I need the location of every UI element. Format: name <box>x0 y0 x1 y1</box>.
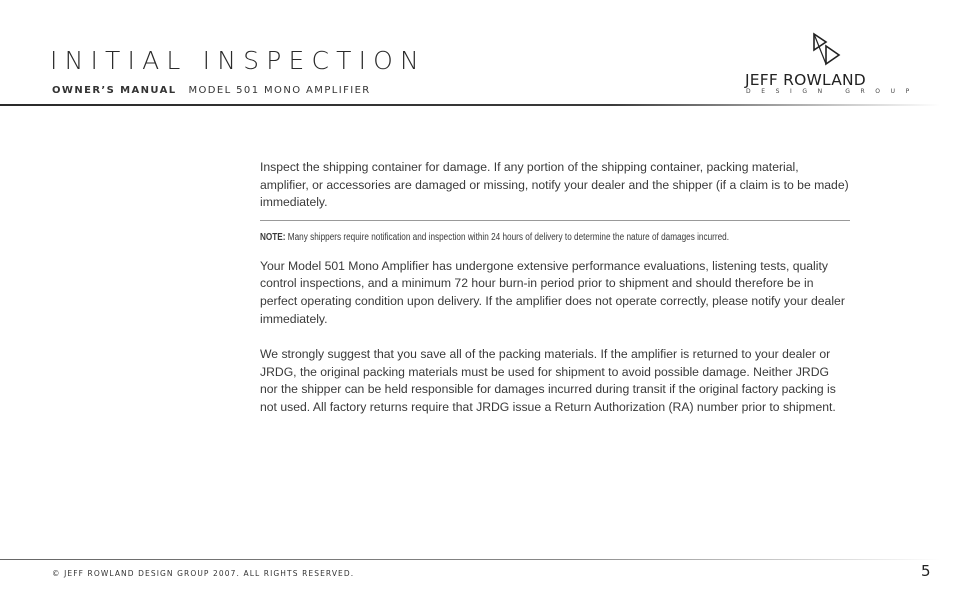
performance-paragraph: Your Model 501 Mono Amplifier has undergone extensive performance evaluations, listening tests, quality control inspections, and a minimum 72 hour burn-in period prior to shipment and should therefore be in perfect operating condition upon delivery. If the amplifier does not operate correctly, please notify your dealer immediately. <box>260 258 845 326</box>
note-label: NOTE: <box>260 231 286 243</box>
manual-label: OWNER’S MANUAL <box>52 85 177 96</box>
inspection-paragraph: Inspect the shipping container for damage. If any portion of the shipping container, packing material, amplifier, or accessories are damaged or missing, notify your dealer and the shipper (if a claim is to be made) immediately. <box>260 160 849 210</box>
packing-paragraph: We strongly suggest that you save all of the packing materials. If the amplifier is returned to your dealer or JRDG, the original packing materials must be used for shipment to avoid possible damage. Neither JRDG nor the shipper can be held responsible for damages incurred during transit if the original factory packing is not used. All factory returns require that JRDG issue a Return Authorization (RA) number prior to shipment. <box>260 347 836 414</box>
page-number: 5 <box>921 562 931 580</box>
footer-divider <box>0 559 940 560</box>
brand-logo <box>742 32 920 98</box>
logo-name: JEFF ROWLAND <box>745 71 866 89</box>
model-label: MODEL 501 MONO AMPLIFIER <box>188 85 371 96</box>
note-block <box>260 232 850 243</box>
note-text: Many shippers require notification and inspection within 24 hours of delivery to determine the nature of damages incurred. <box>285 231 730 243</box>
logo-subtitle: DESIGN GROUP <box>746 88 920 95</box>
note-divider <box>260 220 850 221</box>
double-triangle-logo-icon <box>812 32 844 68</box>
header-divider <box>0 104 940 106</box>
main-content <box>260 159 850 417</box>
page-title: INITIAL INSPECTION <box>50 46 426 75</box>
copyright-notice: © JEFF ROWLAND DESIGN GROUP 2007. ALL RIGHTS RESERVED. <box>52 569 355 578</box>
document-subtitle <box>52 85 371 96</box>
